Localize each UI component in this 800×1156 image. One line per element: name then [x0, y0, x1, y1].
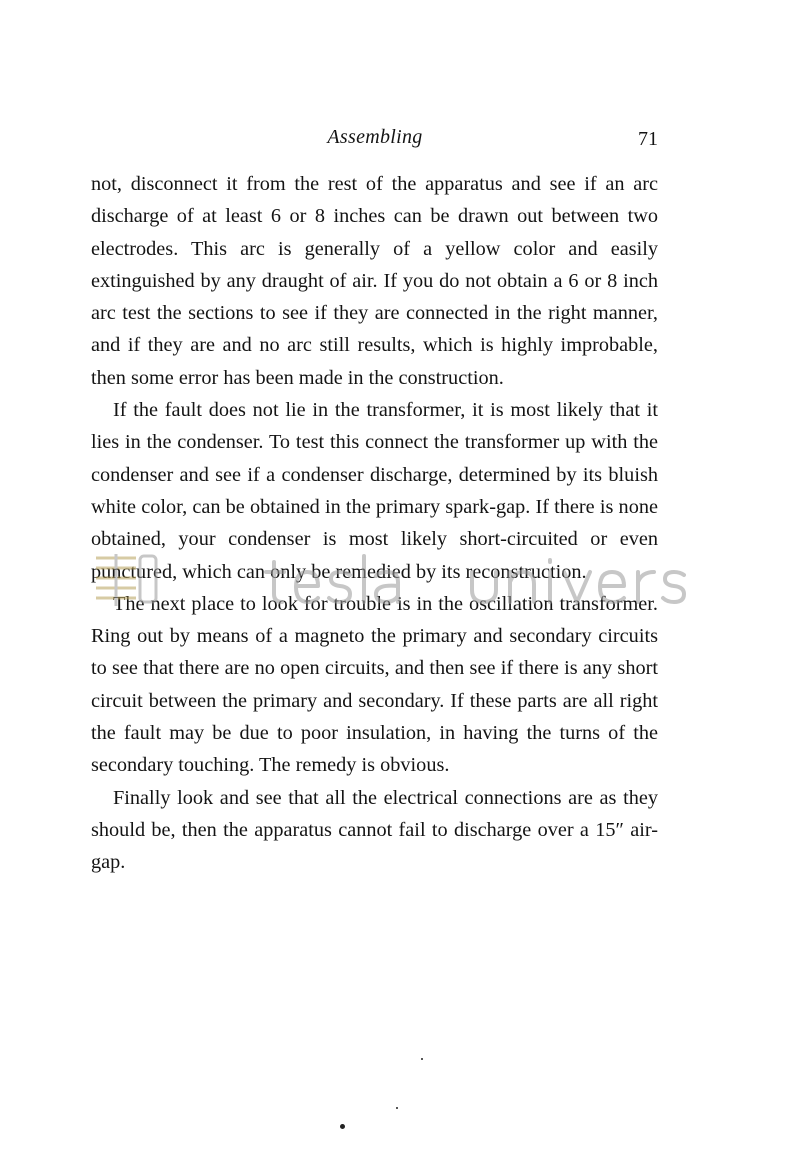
body-text: [91, 168, 658, 879]
scan-speck: [421, 1058, 423, 1060]
page-number: 71: [638, 128, 658, 150]
running-header: [90, 126, 660, 156]
paragraph-3: The next place to look for trouble is in the oscillation transformer. Ring out by means of a magneto the primary and secondary circuits to see that there are no open circuits, and then see if there is any short circuit between the primary and secondary. If these parts are all right the fault may be due to poor insulation, in having the turns of the secondary touching. The remedy is obvious.: [91, 592, 658, 777]
scan-speck: [340, 1124, 345, 1129]
chapter-title: Assembling: [327, 126, 423, 148]
paragraph-1: not, disconnect it from the rest of the apparatus and see if an arc discharge of at least 6 or 8 inches can be drawn out between two electrodes. This arc is generally of a yellow color and easily extinguished by any draught of air. If you do not obtain a 6 or 8 inch arc test the sections to see if they are connected in the right manner, and if they are and no arc still results, which is highly improbable, then some error has been made in the construction.: [91, 173, 658, 389]
paragraph-4: Finally look and see that all the electrical connections are as they should be, then the apparatus cannot fail to discharge over a 15″ air-gap.: [91, 786, 658, 874]
scan-speck: [396, 1107, 398, 1109]
paragraph-2: If the fault does not lie in the transformer, it is most likely that it lies in the condenser. To test this connect the transformer up with the condenser and see if a condenser discharge, determined by its bluish white color, can be obtained in the primary spark-gap. If there is none obtained, your condenser is most likely short-circuited or even punctured, which can only be remedied by its reconstruction.: [91, 399, 658, 583]
